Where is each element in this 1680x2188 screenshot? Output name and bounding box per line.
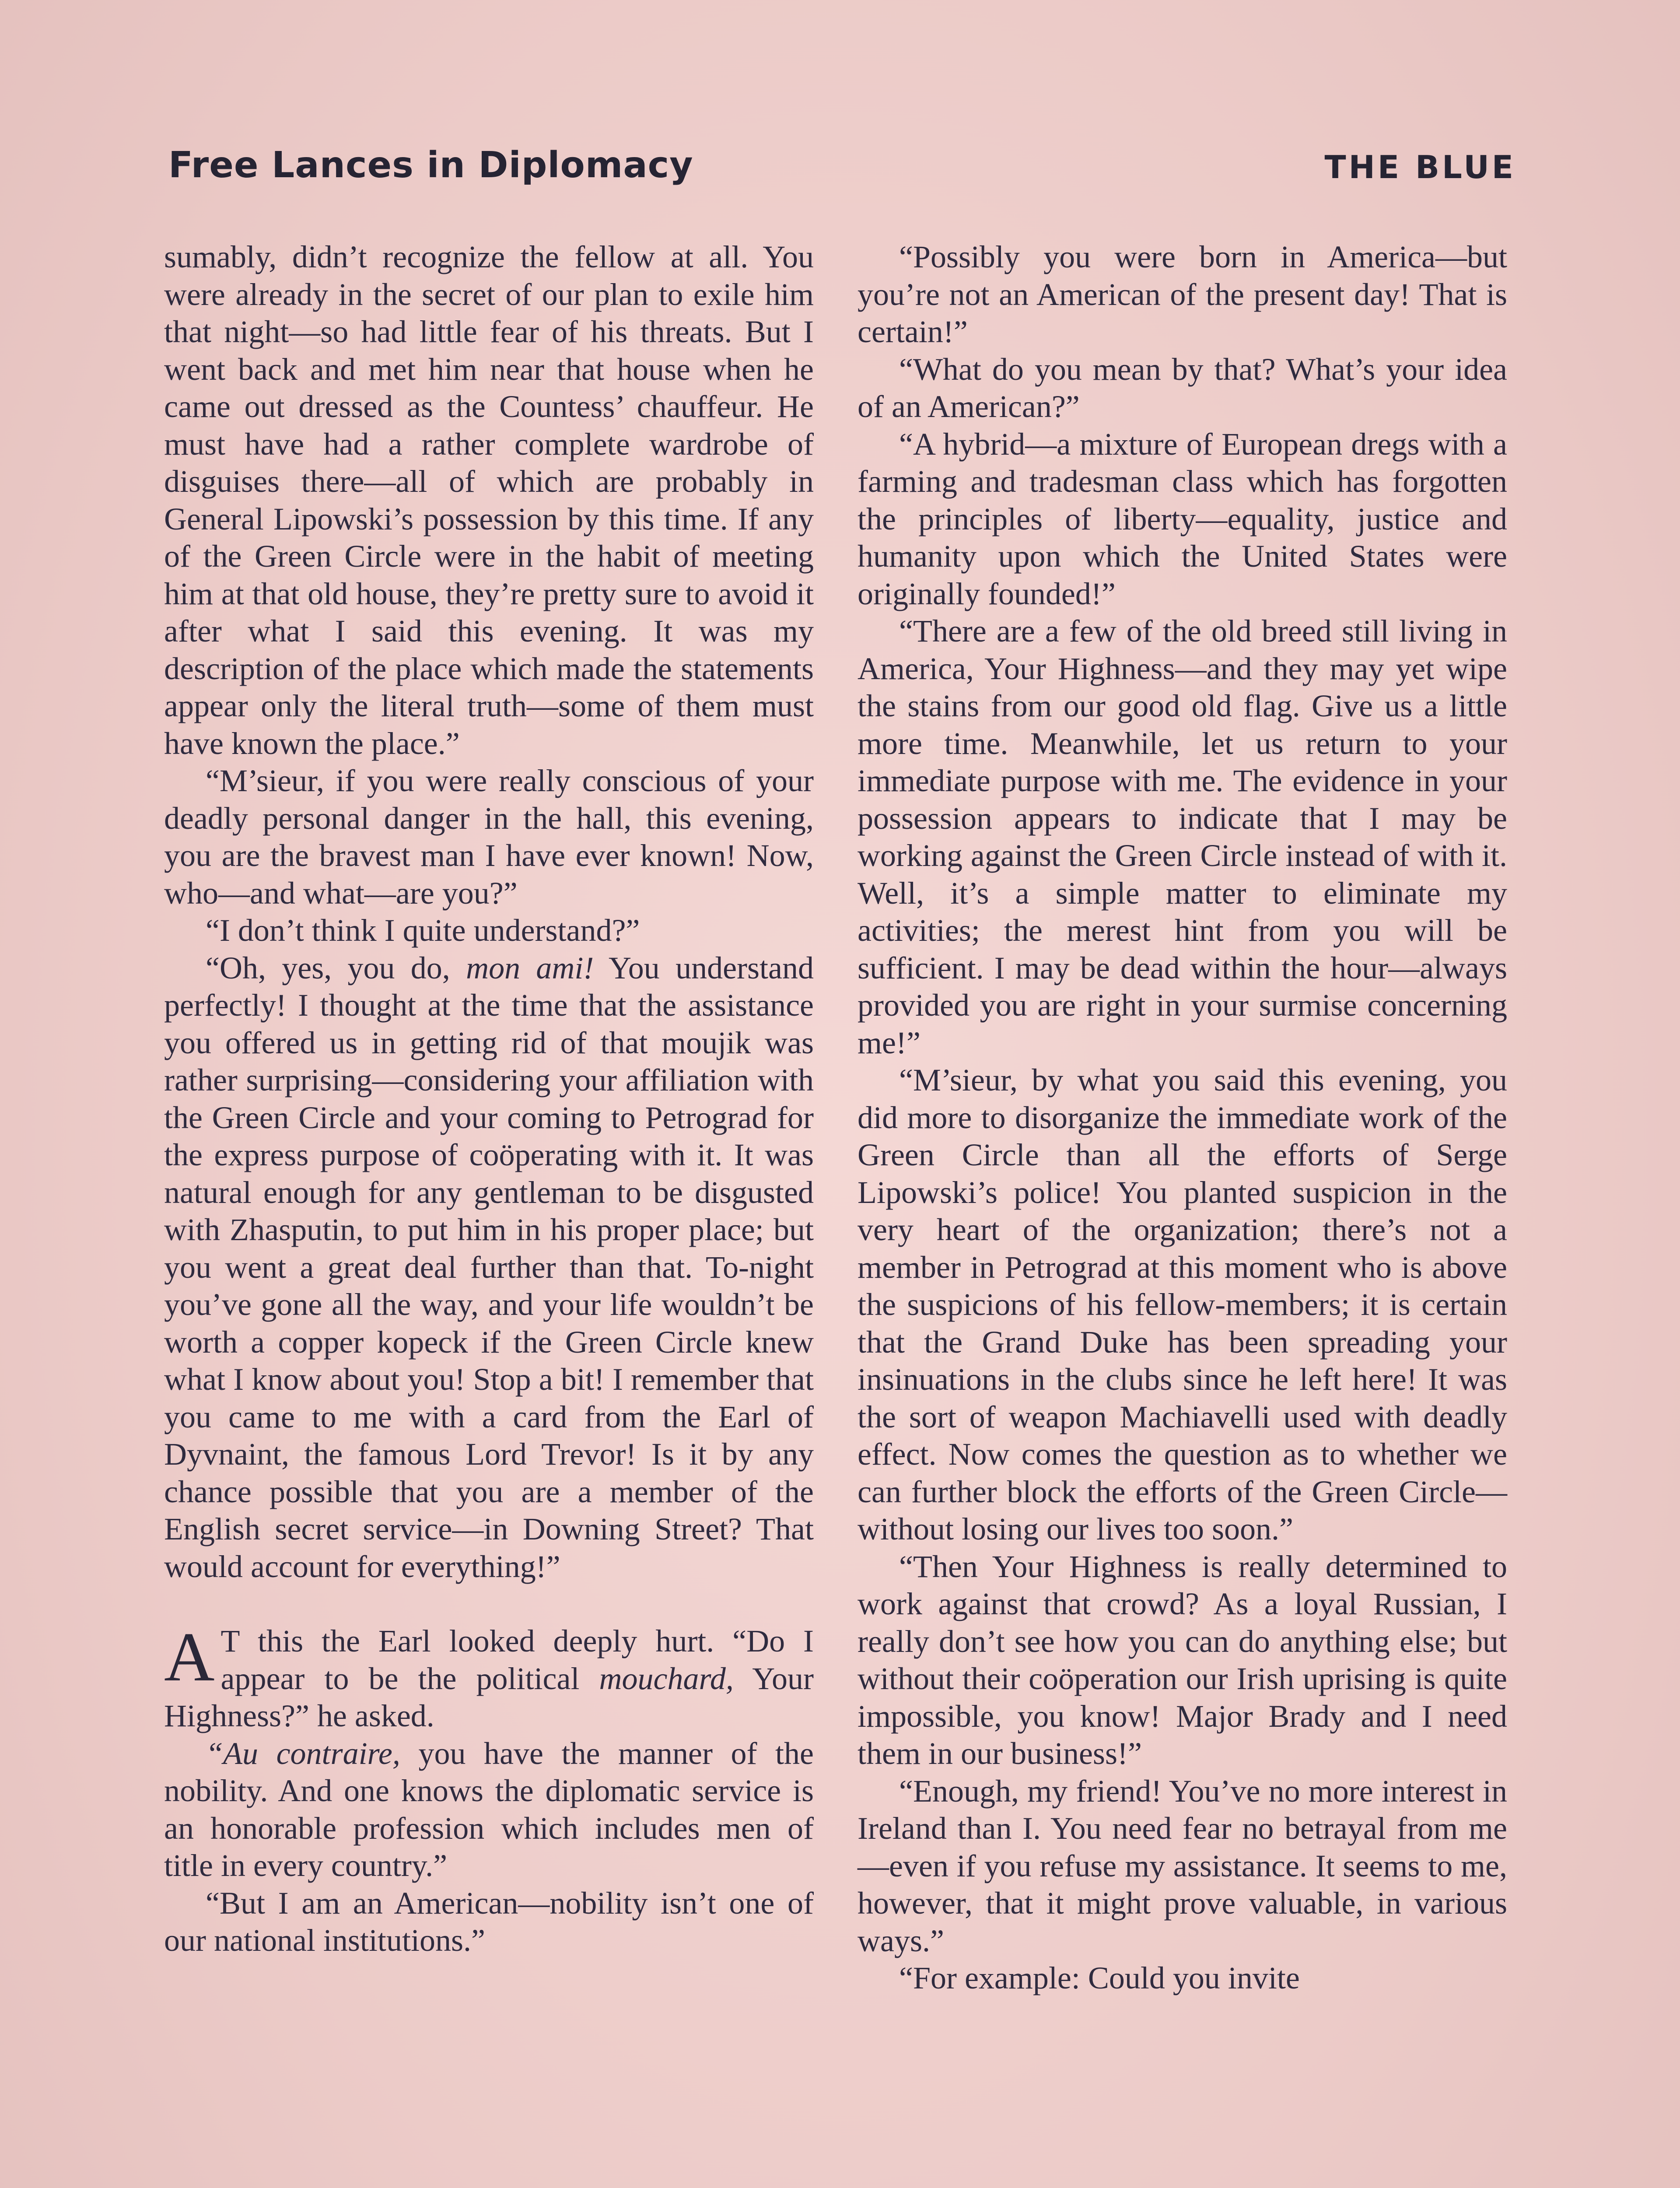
paragraph: “M’sieur, by what you said this evening, you did more to disorganize the immediate work of the Green Circle than all the efforts of Serge Lipowski’s police! You planted suspicion in the very heart of the organization; there’s not a member in Petrograd at this moment who is above the suspicions of his fellow-members; it is certain that the Grand Duke has been spreading your insinuations in the clubs since he left here! It was the sort of weapon Machiavelli used with deadly effect. Now comes the question as to whether we can further block the efforts of the Green Circle—without losing our lives too soon.” [858,1062,1507,1546]
paragraph: sumably, didn’t recognize the fellow at all. You were already in the secret of our plan to exile him that night—so had little fear of his threats. But I went back and met him near that house when he came out dressed as the Countess’ chauffeur. He must have had a rather complete wardrobe of disguises there—all of which are probably in General Lipowski’s possession by this time. If any of the Green Circle were in the habit of meeting him at that old house, they’re pretty sure to avoid it after what I said this evening. It was my description of the place which made the statements appear only the literal truth—some of them must have known the place.” [164,239,814,761]
left-text-column [164,238,814,1960]
text-run: You understand perfectly! I thought at the time that the assistance you offered us in getting rid of that moujik was rather surprising—considering your affiliation with the Green Circle and your coming to Petrograd for the express purpose of coöperating with it. It was natural enough for any gentleman to be disgusted with Zhasputin, to put him in his proper place; but you went a great deal further than that. To-night you’ve gone all the way, and your life wouldn’t be worth a copper kopeck if the Green Circle knew what I know about you! Stop a bit! I remember that you came to me with a card from the Earl of Dyvnaint, the famous Lord Trevor! Is it by any chance possible that you are a member of the English secret service—in Downing Street? That would account for everything!” [164,950,814,1584]
text-run: Your Highness?” he asked. [164,1661,814,1733]
drop-cap: A [164,1618,215,1696]
paragraph: “Enough, my friend! You’ve no more interest in Ireland than I. You need fear no betrayal from me—even if you refuse my assistance. It seems to me, however, that it might prove valuable, in various ways.” [858,1773,1507,1958]
running-head-title: Free Lances in Diplomacy [168,144,693,186]
text-run: T this the Earl looked deeply hurt. “Do I appear to be the political [220,1623,814,1696]
right-text-column [858,238,1507,1997]
paragraph: “What do you mean by that? What’s your idea of an American?” [858,351,1507,424]
italic-text: mouchard, [599,1661,734,1696]
paragraph: “But I am an American—nobility isn’t one of our national institutions.” [164,1885,814,1958]
paragraph: “There are a few of the old breed still living in America, Your Highness—and they may yet wipe the stains from our good old flag. Give us a little more time. Meanwhile, let us return to your immediate purpose with me. The evidence in your possession appears to indicate that I may be working against the Green Circle instead of with it. Well, it’s a simple matter to eliminate my activities; the merest hint from you will be sufficient. I may be dead within the hour—always provided you are right in your surmise concerning me!” [858,614,1507,1060]
paragraph: “M’sieur, if you were really conscious of your deadly personal danger in the hall, this evening, you are the bravest man I have ever known! Now, who—and what—are you?” [164,763,814,911]
text-run: you have the manner of the nobility. And one knows the diplomatic service is an honorable profession which includes men of title in every country.” [164,1736,814,1883]
running-head-magazine: THE BLUE [1324,149,1516,186]
paragraph: “For example: Could you invite [899,1960,1300,1995]
italic-text: “Au contraire, [206,1736,400,1771]
paragraph: “Possibly you were born in America—but you’re not an American of the present day! That is certain!” [858,239,1507,349]
paragraph-with-dropcap [164,1618,814,1735]
text-run: “Oh, yes, you do, [206,950,466,985]
italic-text: mon ami! [466,950,594,985]
paragraph [164,950,814,1586]
paragraph: “A hybrid—a mixture of European dregs with a farming and tradesman class which has forgotten the principles of liberty—equality, justice and humanity upon which the United States were originally founded!” [858,426,1507,611]
paragraph: “I don’t think I quite understand?” [206,913,640,948]
paragraph: “Then Your Highness is really determined to work against that crowd? As a loyal Russian, I really don’t see how you can do anything else; but without their coöperation our Irish uprising is quite impossible, you know! Major Brady and I need them in our business!” [858,1549,1507,1771]
paragraph [164,1735,814,1885]
